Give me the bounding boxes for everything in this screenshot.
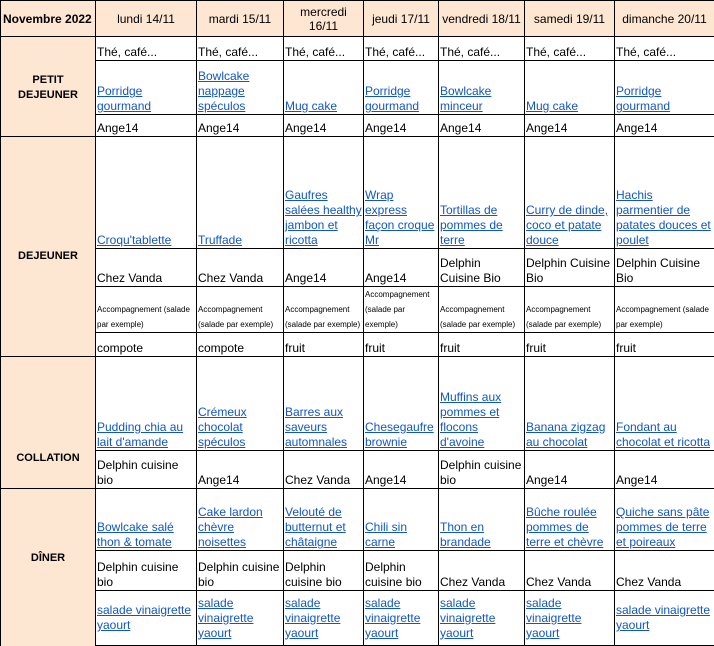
author-cell: Ange14 [364, 249, 439, 287]
recipe-link[interactable]: Thon en brandade [440, 520, 491, 549]
meal-label-cell [1, 489, 96, 551]
text-cell: Thé, café... [525, 37, 615, 61]
text-cell: fruit [284, 333, 364, 357]
text-cell: fruit [439, 333, 525, 357]
recipe-cell [96, 591, 197, 646]
recipe-cell [96, 357, 197, 451]
recipe-link[interactable]: Crémeux chocolat spéculos [198, 405, 247, 449]
recipe-cell [96, 137, 197, 249]
table-row [1, 115, 714, 137]
recipe-link[interactable]: Curry de dinde, coco et patate douce [526, 203, 608, 247]
meal-label-petit-dejeuner: PETIT DEJEUNER [1, 61, 96, 115]
author-cell: Delphin Cuisine Bio [615, 249, 714, 287]
recipe-link[interactable]: Mug cake [285, 99, 337, 113]
recipe-cell [439, 591, 525, 646]
header-row [1, 1, 714, 37]
author-cell: Delphin cuisine bio [197, 551, 284, 591]
author-cell: Delphin Cuisine Bio [525, 249, 615, 287]
accompaniment-cell: Accompagnement (salade par exemple) [197, 287, 284, 333]
recipe-cell [525, 357, 615, 451]
recipe-link[interactable]: Velouté de butternut et châtaigne [285, 505, 346, 549]
recipe-link[interactable]: Porridge gourmand [365, 84, 419, 113]
accompaniment-cell: Accompagnement (salade par exemple) [615, 287, 714, 333]
meal-label-diner: DÎNER [1, 551, 96, 591]
recipe-link[interactable]: Bowlcake nappage spéculos [198, 69, 249, 113]
recipe-link[interactable]: Wrap express façon croque Mr [365, 188, 434, 247]
recipe-link[interactable]: salade vinaigrette yaourt [440, 596, 495, 640]
recipe-cell [364, 357, 439, 451]
recipe-link[interactable]: salade vinaigrette yaourt [97, 603, 191, 632]
author-cell: Chez Vanda [197, 249, 284, 287]
author-cell: Ange14 [615, 451, 714, 489]
table-row [1, 489, 714, 551]
recipe-cell [96, 489, 197, 551]
recipe-link[interactable]: Hachis parmentier de patates douces et poulet [616, 188, 711, 247]
author-cell: Delphin cuisine bio [364, 551, 439, 591]
text-cell: Thé, café... [364, 37, 439, 61]
day-header: lundi 14/11 [96, 1, 197, 37]
meal-label-cell [1, 137, 96, 249]
recipe-link[interactable]: Quiche sans pâte pommes de terre et poireaux [616, 505, 709, 549]
recipe-cell [284, 591, 364, 646]
recipe-cell [197, 357, 284, 451]
recipe-cell [284, 489, 364, 551]
author-cell: Ange14 [197, 451, 284, 489]
recipe-cell [439, 357, 525, 451]
day-header: vendredi 18/11 [439, 1, 525, 37]
recipe-cell [615, 137, 714, 249]
table-row [1, 591, 714, 646]
recipe-cell [615, 489, 714, 551]
table-row [1, 37, 714, 61]
text-cell: Thé, café... [96, 37, 197, 61]
accompaniment-cell: Accompagnement (salade par exemple) [96, 287, 197, 333]
recipe-link[interactable]: Pudding chia au lait d'amande [97, 420, 183, 449]
recipe-cell [525, 489, 615, 551]
author-cell: Ange14 [439, 115, 525, 137]
recipe-cell [197, 61, 284, 115]
meal-label-dejeuner: DEJEUNER [1, 249, 96, 287]
recipe-link[interactable]: Tortillas de pommes de terre [440, 203, 503, 247]
author-cell: Ange14 [525, 115, 615, 137]
meal-label-cell [1, 37, 96, 61]
text-cell: fruit [364, 333, 439, 357]
recipe-link[interactable]: Mug cake [526, 99, 578, 113]
text-cell: compote [197, 333, 284, 357]
recipe-link[interactable]: Banana zigzag au chocolat [526, 420, 605, 449]
author-cell: Delphin cuisine bio [284, 551, 364, 591]
recipe-cell [284, 61, 364, 115]
meal-label-cell [1, 287, 96, 333]
text-cell: Thé, café... [615, 37, 714, 61]
author-cell: Chez Vanda [525, 551, 615, 591]
author-cell: Ange14 [197, 115, 284, 137]
recipe-link[interactable]: Bowlcake minceur [440, 84, 491, 113]
author-cell: Delphin cuisine bio [439, 451, 525, 489]
meal-label-cell [1, 115, 96, 137]
recipe-cell [439, 61, 525, 115]
day-header: jeudi 17/11 [364, 1, 439, 37]
table-row [1, 249, 714, 287]
recipe-cell [525, 137, 615, 249]
recipe-cell [197, 591, 284, 646]
recipe-cell [615, 61, 714, 115]
recipe-link[interactable]: Bowlcake salé thon & tomate [97, 520, 174, 549]
recipe-cell [197, 489, 284, 551]
recipe-link[interactable]: Porridge gourmand [97, 84, 151, 113]
recipe-cell [615, 591, 714, 646]
text-cell: Thé, café... [439, 37, 525, 61]
recipe-cell [364, 137, 439, 249]
meal-label-cell [1, 333, 96, 357]
author-cell: Chez Vanda [284, 451, 364, 489]
meal-label-collation: COLLATION [1, 451, 96, 489]
recipe-link[interactable]: Barres aux saveurs automnales [285, 405, 347, 449]
author-cell: Chez Vanda [439, 551, 525, 591]
text-cell: fruit [615, 333, 714, 357]
text-cell: Thé, café... [197, 37, 284, 61]
recipe-link[interactable]: Muffins aux pommes et flocons d'avoine [440, 390, 501, 449]
table-row [1, 61, 714, 115]
recipe-cell [197, 137, 284, 249]
accompaniment-cell: Accompagnement (salade par exemple) [439, 287, 525, 333]
text-cell: Thé, café... [284, 37, 364, 61]
table-row [1, 451, 714, 489]
author-cell: Ange14 [364, 115, 439, 137]
recipe-link[interactable]: Gaufres salées healthy jambon et ricotta [285, 188, 362, 247]
recipe-link[interactable]: Porridge gourmand [616, 84, 670, 113]
recipe-link[interactable]: Cake lardon chèvre noisettes [198, 505, 263, 549]
day-header: mardi 15/11 [197, 1, 284, 37]
recipe-cell [364, 591, 439, 646]
recipe-cell [284, 357, 364, 451]
table-row [1, 287, 714, 333]
day-header: mercredi 16/11 [284, 1, 364, 37]
recipe-cell [96, 61, 197, 115]
recipe-link[interactable]: salade vinaigrette yaourt [365, 596, 420, 640]
author-cell: Delphin Cuisine Bio [439, 249, 525, 287]
recipe-link[interactable]: salade vinaigrette yaourt [285, 596, 340, 640]
table-row [1, 551, 714, 591]
day-header: dimanche 20/11 [615, 1, 714, 37]
recipe-cell [525, 61, 615, 115]
author-cell: Ange14 [615, 115, 714, 137]
table-row [1, 137, 714, 249]
recipe-cell [284, 137, 364, 249]
recipe-cell [439, 489, 525, 551]
recipe-cell [439, 137, 525, 249]
accompaniment-cell: Accompagnement (salade par exemple) [364, 287, 439, 333]
recipe-link[interactable]: salade vinaigrette yaourt [198, 596, 253, 640]
recipe-cell [364, 489, 439, 551]
day-header: samedi 19/11 [525, 1, 615, 37]
author-cell: Chez Vanda [615, 551, 714, 591]
author-cell: Delphin cuisine bio [96, 551, 197, 591]
author-cell: Delphin cuisine bio [96, 451, 197, 489]
recipe-link[interactable]: Fondant au chocolat et ricotta [616, 420, 710, 449]
recipe-link[interactable]: salade vinaigrette yaourt [526, 596, 581, 640]
recipe-link[interactable]: Bûche roulée pommes de terre et chèvre [526, 505, 603, 549]
meal-label-cell [1, 591, 96, 646]
month-label: Novembre 2022 [1, 1, 96, 37]
accompaniment-cell: Accompagnement (salade par exemple) [525, 287, 615, 333]
table-row [1, 333, 714, 357]
recipe-link[interactable]: Chili sin carne [365, 520, 407, 549]
author-cell: Chez Vanda [96, 249, 197, 287]
text-cell: fruit [525, 333, 615, 357]
recipe-cell [525, 591, 615, 646]
recipe-cell [615, 357, 714, 451]
table-row [1, 357, 714, 451]
recipe-link[interactable]: Croqu'tablette [97, 233, 171, 247]
recipe-cell [364, 61, 439, 115]
text-cell: compote [96, 333, 197, 357]
accompaniment-cell: Accompagnement (salade par exemple) [284, 287, 364, 333]
recipe-link[interactable]: Chesegaufre brownie [365, 420, 434, 449]
author-cell: Ange14 [284, 115, 364, 137]
author-cell: Ange14 [364, 451, 439, 489]
author-cell: Ange14 [525, 451, 615, 489]
meal-label-cell [1, 357, 96, 451]
recipe-link[interactable]: salade vinaigrette yaourt [616, 603, 710, 632]
author-cell: Ange14 [96, 115, 197, 137]
recipe-link[interactable]: Truffade [198, 233, 242, 247]
author-cell: Ange14 [284, 249, 364, 287]
